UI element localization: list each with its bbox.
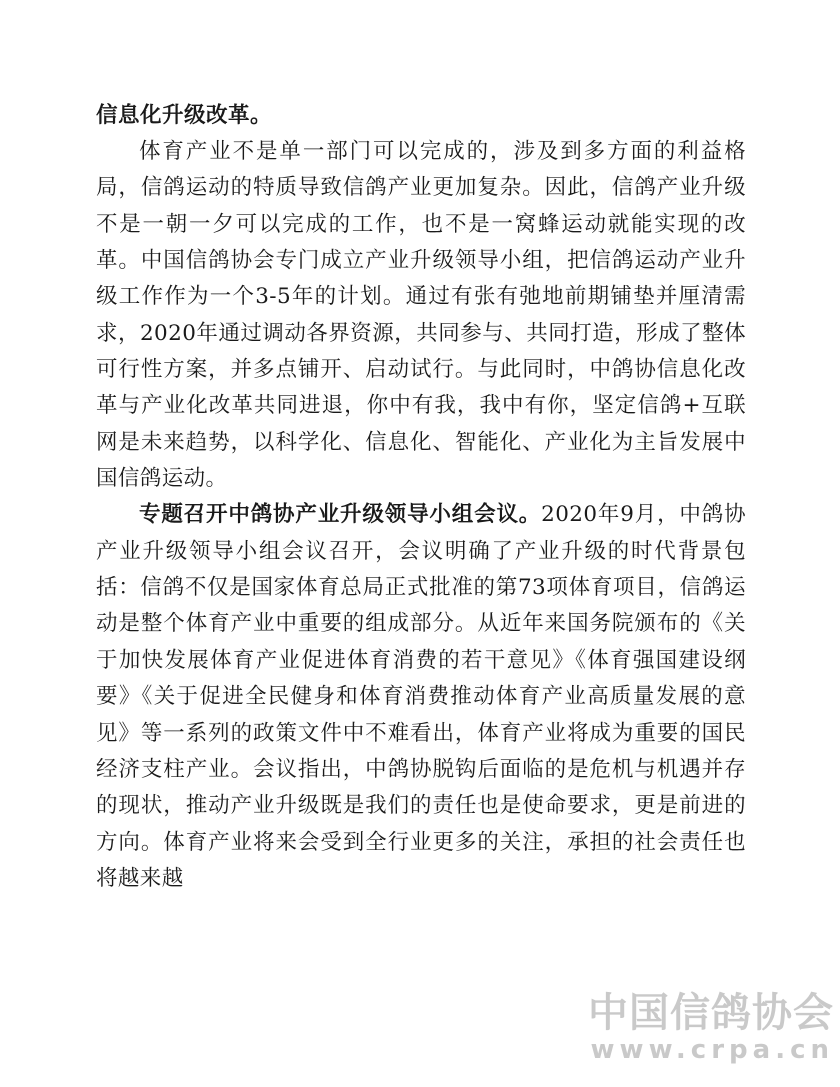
document-page (96, 98, 746, 897)
paragraph-meeting (96, 497, 746, 897)
watermark-url: www.crpa.cn (590, 1035, 834, 1065)
paragraph-lead-heading: 专题召开中鸽协产业升级领导小组会议。 (139, 502, 542, 528)
section-heading: 信息化升级改革。 (96, 103, 273, 128)
paragraph-industry-upgrade: 体育产业不是单一部门可以完成的，涉及到多方面的利益格局，信鸽运动的特质导致信鸽产业更加复杂。因此，信鸽产业升级不是一朝一夕可以完成的工作，也不是一窝蜂运动就能实现的改革。中国信鸽协会专门成立产业升级领导小组，把信鸽运动产业升级工作作为一个3-5年的计划。通过有张有弛地前期铺垫并厘清需求，2020年通过调动各界资源，共同参与、共同打造，形成了整体可行性方案，并多点铺开、启动试行。与此同时，中鸽协信息化改革与产业化改革共同进退，你中有我，我中有你，坚定信鸽+互联网是未来趋势，以科学化、信息化、智能化、产业化为主旨发展中国信鸽运动。 (96, 139, 746, 492)
watermark-logo (588, 991, 834, 1065)
paragraph-meeting-body: 2020年9月，中鸽协产业升级领导小组会议召开，会议明确了产业升级的时代背景包括：信鸽不仅是国家体育总局正式批准的第73项体育项目，信鸽运动是整个体育产业中重要的组成部分。从近年来国务院颁布的《关于加快发展体育产业促进体育消费的若干意见》《体育强国建设纲要》《关于促进全民健身和体育消费推动体育产业高质量发展的意见》等一系列的政策文件中不难看出，体育产业将成为重要的国民经济支柱产业。会议指出，中鸽协脱钩后面临的是危机与机遇并存的现状，推动产业升级既是我们的责任也是使命要求，更是前进的方向。体育产业将来会受到全行业更多的关注，承担的社会责任也将越来越 (96, 502, 747, 891)
watermark-name: 中国信鸽协会 (588, 990, 834, 1036)
